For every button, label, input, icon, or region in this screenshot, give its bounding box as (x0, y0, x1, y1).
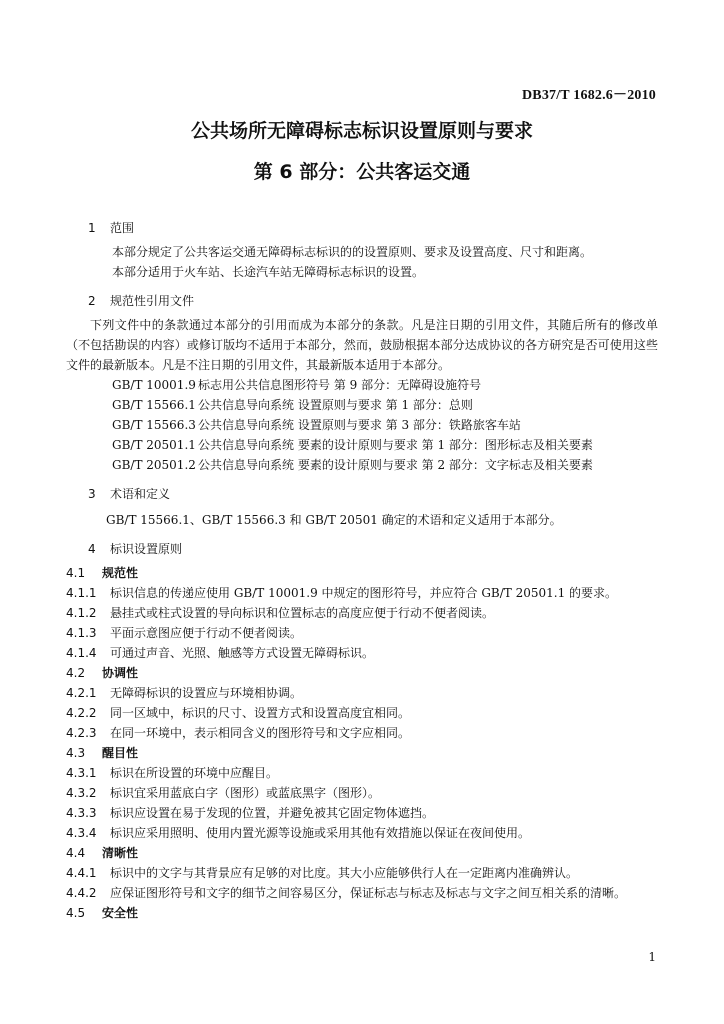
clause (66, 703, 658, 723)
subsection-heading (66, 843, 658, 863)
clause-text: 标识宜采用蓝底白字（图形）或蓝底黑字（图形）。 (110, 786, 381, 800)
clause (66, 583, 658, 603)
clause-number: 4.4.1 (66, 866, 97, 880)
subsection-title: 清晰性 (102, 846, 139, 860)
subsection-heading (66, 903, 658, 923)
reference-item (88, 415, 658, 435)
reference-code: GB/T 20501.2 (112, 458, 196, 472)
subsection-title: 安全性 (102, 906, 139, 920)
document-body (66, 218, 658, 923)
subsection-number: 4.5 (66, 906, 86, 920)
clause-text: 无障碍标识的设置应与环境相协调。 (110, 686, 303, 700)
reference-code: GB/T 15566.3 (112, 418, 196, 432)
clause-number: 4.4.2 (66, 886, 97, 900)
section-4-body (66, 563, 658, 923)
subsection-title: 规范性 (102, 566, 139, 580)
reference-title: 公共信息导向系统 要素的设计原则与要求 第 2 部分：文字标志及相关要素 (198, 458, 593, 472)
section-1-heading (88, 218, 658, 238)
clause-text: 可通过声音、光照、触感等方式设置无障碍标识。 (110, 646, 375, 660)
paragraph: 本部分适用于火车站、长途汽车站无障碍标志标识的设置。 (112, 265, 425, 279)
clause-text: 悬挂式或柱式设置的导向标识和位置标志的高度应便于行动不便者阅读。 (110, 606, 495, 620)
reference-code: GB/T 10001.9 (112, 378, 196, 392)
document-subtitle: 第 6 部分：公共客运交通 (253, 161, 471, 183)
clause-number: 4.3.3 (66, 806, 97, 820)
clause-text: 标识应采用照明、使用内置光源等设施或采用其他有效措施以保证在夜间使用。 (110, 826, 531, 840)
section-number: 4 (88, 542, 96, 556)
section-number: 2 (88, 294, 96, 308)
reference-title: 公共信息导向系统 设置原则与要求 第 1 部分：总则 (198, 398, 473, 412)
clause-number: 4.3.4 (66, 826, 97, 840)
section-2-heading (88, 291, 658, 311)
clause-number: 4.2.1 (66, 686, 97, 700)
paragraph: 本部分规定了公共客运交通无障碍标志标识的的设置原则、要求及设置高度、尺寸和距离。 (112, 245, 593, 259)
reference-item (88, 395, 658, 415)
clause (66, 723, 658, 743)
reference-item (88, 455, 658, 475)
reference-title: 公共信息导向系统 设置原则与要求 第 3 部分：铁路旅客车站 (198, 418, 521, 432)
clause-text: 标识信息的传递应使用 GB/T 10001.9 中规定的图形符号，并应符合 GB/T 20501.1 的要求。 (110, 586, 618, 600)
subsection-number: 4.2 (66, 666, 86, 680)
reference-code: GB/T 20501.1 (112, 438, 196, 452)
clause-number: 4.1.1 (66, 586, 97, 600)
section-title: 范围 (110, 221, 135, 235)
clause (66, 683, 658, 703)
document-code: DB37/T 1682.6－2010 (521, 88, 656, 103)
section-3-heading (88, 484, 658, 504)
subsection-number: 4.3 (66, 746, 86, 760)
section-number: 3 (88, 487, 96, 501)
section-number: 1 (88, 221, 96, 235)
section-title: 术语和定义 (110, 487, 171, 501)
section-title: 规范性引用文件 (110, 294, 195, 308)
subsection-heading (66, 743, 658, 763)
reference-item (88, 375, 658, 395)
clause (66, 803, 658, 823)
clause-number: 4.3.1 (66, 766, 97, 780)
clause-text: 标识中的文字与其背景应有足够的对比度。其大小应能够供行人在一定距离内准确辨认。 (110, 866, 579, 880)
paragraph: GB/T 15566.1、GB/T 15566.3 和 GB/T 20501 确定的术语和定义适用于本部分。 (106, 513, 562, 527)
clause (66, 623, 658, 643)
reference-title: 公共信息导向系统 要素的设计原则与要求 第 1 部分：图形标志及相关要素 (198, 438, 593, 452)
clause (66, 883, 658, 903)
clause-number: 4.1.2 (66, 606, 97, 620)
clause-number: 4.1.3 (66, 626, 97, 640)
page-number: 1 (648, 950, 656, 964)
reference-code: GB/T 15566.1 (112, 398, 196, 412)
section-4-heading (88, 539, 658, 559)
clause (66, 783, 658, 803)
clause (66, 643, 658, 663)
section-title: 标识设置原则 (110, 542, 183, 556)
clause-text: 标识在所设置的环境中应醒目。 (110, 766, 279, 780)
subsection-heading (66, 563, 658, 583)
paragraph: 下列文件中的条款通过本部分的引用而成为本部分的条款。凡是注日期的引用文件，其随后所有的修改单（不包括勘误的内容）或修订版均不适用于本部分，然而，鼓励根据本部分达成协议的各方研究是否可使用这些文件的最新版本。凡是不注日期的引用文件，其最新版本适用于本部分。 (66, 318, 658, 372)
clause-number: 4.2.2 (66, 706, 97, 720)
subsection-number: 4.1 (66, 566, 86, 580)
clause (66, 863, 658, 883)
reference-title: 标志用公共信息图形符号 第 9 部分：无障碍设施符号 (198, 378, 482, 392)
subsection-heading (66, 663, 658, 683)
document-title: 公共场所无障碍标志标识设置原则与要求 (190, 120, 533, 142)
clause (66, 763, 658, 783)
clause-number: 4.1.4 (66, 646, 97, 660)
clause-text: 标识应设置在易于发现的位置，并避免被其它固定物体遮挡。 (110, 806, 435, 820)
subsection-number: 4.4 (66, 846, 86, 860)
clause-number: 4.2.3 (66, 726, 97, 740)
clause-text: 应保证图形符号和文字的细节之间容易区分，保证标志与标志及标志与文字之间互相关系的清晰。 (110, 886, 627, 900)
subsection-title: 协调性 (102, 666, 139, 680)
clause (66, 603, 658, 623)
clause-text: 同一区域中，标识的尺寸、设置方式和设置高度宜相同。 (110, 706, 411, 720)
clause-text: 平面示意图应便于行动不便者阅读。 (110, 626, 303, 640)
clause-text: 在同一环境中，表示相同含义的图形符号和文字应相同。 (110, 726, 411, 740)
clause-number: 4.3.2 (66, 786, 97, 800)
clause (66, 823, 658, 843)
reference-item (88, 435, 658, 455)
subsection-title: 醒目性 (102, 746, 139, 760)
